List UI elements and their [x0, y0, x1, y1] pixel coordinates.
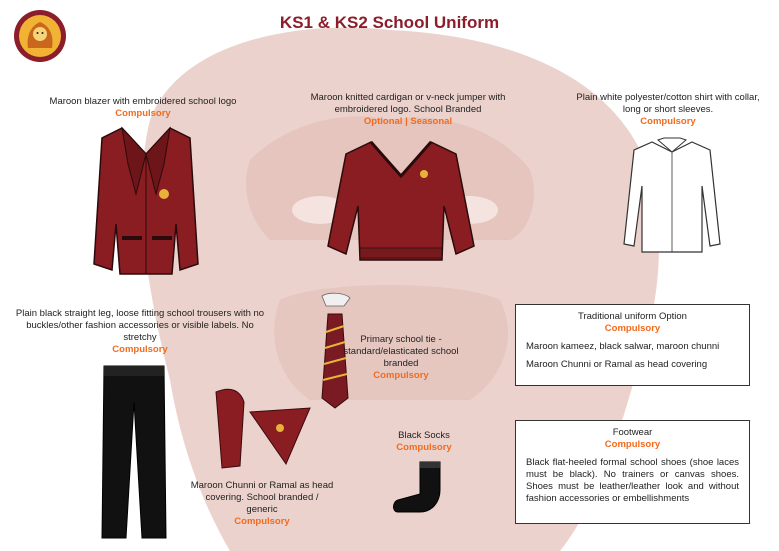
blazer-status: Compulsory — [115, 108, 171, 119]
page-title: KS1 & KS2 School Uniform — [279, 13, 500, 32]
headcover-image — [210, 382, 320, 474]
traditional-option-box — [515, 304, 750, 386]
blazer-image — [92, 124, 200, 276]
blazer-text: Maroon blazer with embroidered school logo — [49, 96, 237, 107]
socks-text: Black Socks — [398, 430, 450, 441]
headcover-status: Compulsory — [234, 516, 290, 527]
jumper-status: Optional | Seasonal — [363, 116, 453, 127]
trousers-status: Compulsory — [112, 344, 168, 355]
socks-caption — [384, 430, 464, 454]
traditional-status: Compulsory — [604, 323, 661, 334]
socks-status: Compulsory — [396, 442, 452, 453]
shirt-caption — [568, 92, 768, 128]
shirt-text: Plain white polyester/cotton shirt with collar, long or short sleeves. — [576, 92, 760, 115]
shirt-status: Compulsory — [640, 116, 696, 127]
jumper-image — [326, 136, 476, 262]
headcover-text: Maroon Chunni or Ramal as head covering. School branded / generic — [190, 480, 334, 515]
trousers-caption — [10, 308, 270, 356]
headcover-caption — [190, 480, 334, 528]
socks-image — [390, 460, 450, 516]
traditional-heading: Traditional uniform Option — [578, 311, 687, 322]
jumper-text: Maroon knitted cardigan or v-neck jumper with embroidered logo. School Branded — [310, 92, 506, 115]
tie-text: Primary school tie - standard/elasticated school branded — [343, 334, 459, 369]
blazer-caption — [18, 96, 268, 120]
footwear-status: Compulsory — [604, 439, 661, 450]
traditional-line-2: Maroon Chunni or Ramal as head covering — [526, 359, 708, 370]
traditional-line-1: Maroon kameez, black salwar, maroon chunni — [526, 341, 720, 352]
shirt-image — [622, 136, 722, 254]
trousers-image — [100, 362, 168, 540]
jumper-caption — [292, 92, 524, 128]
footwear-box — [515, 420, 750, 524]
footwear-text: Black flat-heeled formal school shoes (shoe laces must be black). No trainers or canvas shoes. Shoes must be leather/leather look and without fashion accessories or embellishments — [526, 457, 739, 504]
tie-status: Compulsory — [373, 370, 429, 381]
trousers-text: Plain black straight leg, loose fitting school trousers with no buckles/other fashion accessories or visible labels. No stretchy — [15, 308, 265, 343]
footwear-heading: Footwear — [612, 427, 653, 438]
tie-caption — [340, 334, 462, 382]
